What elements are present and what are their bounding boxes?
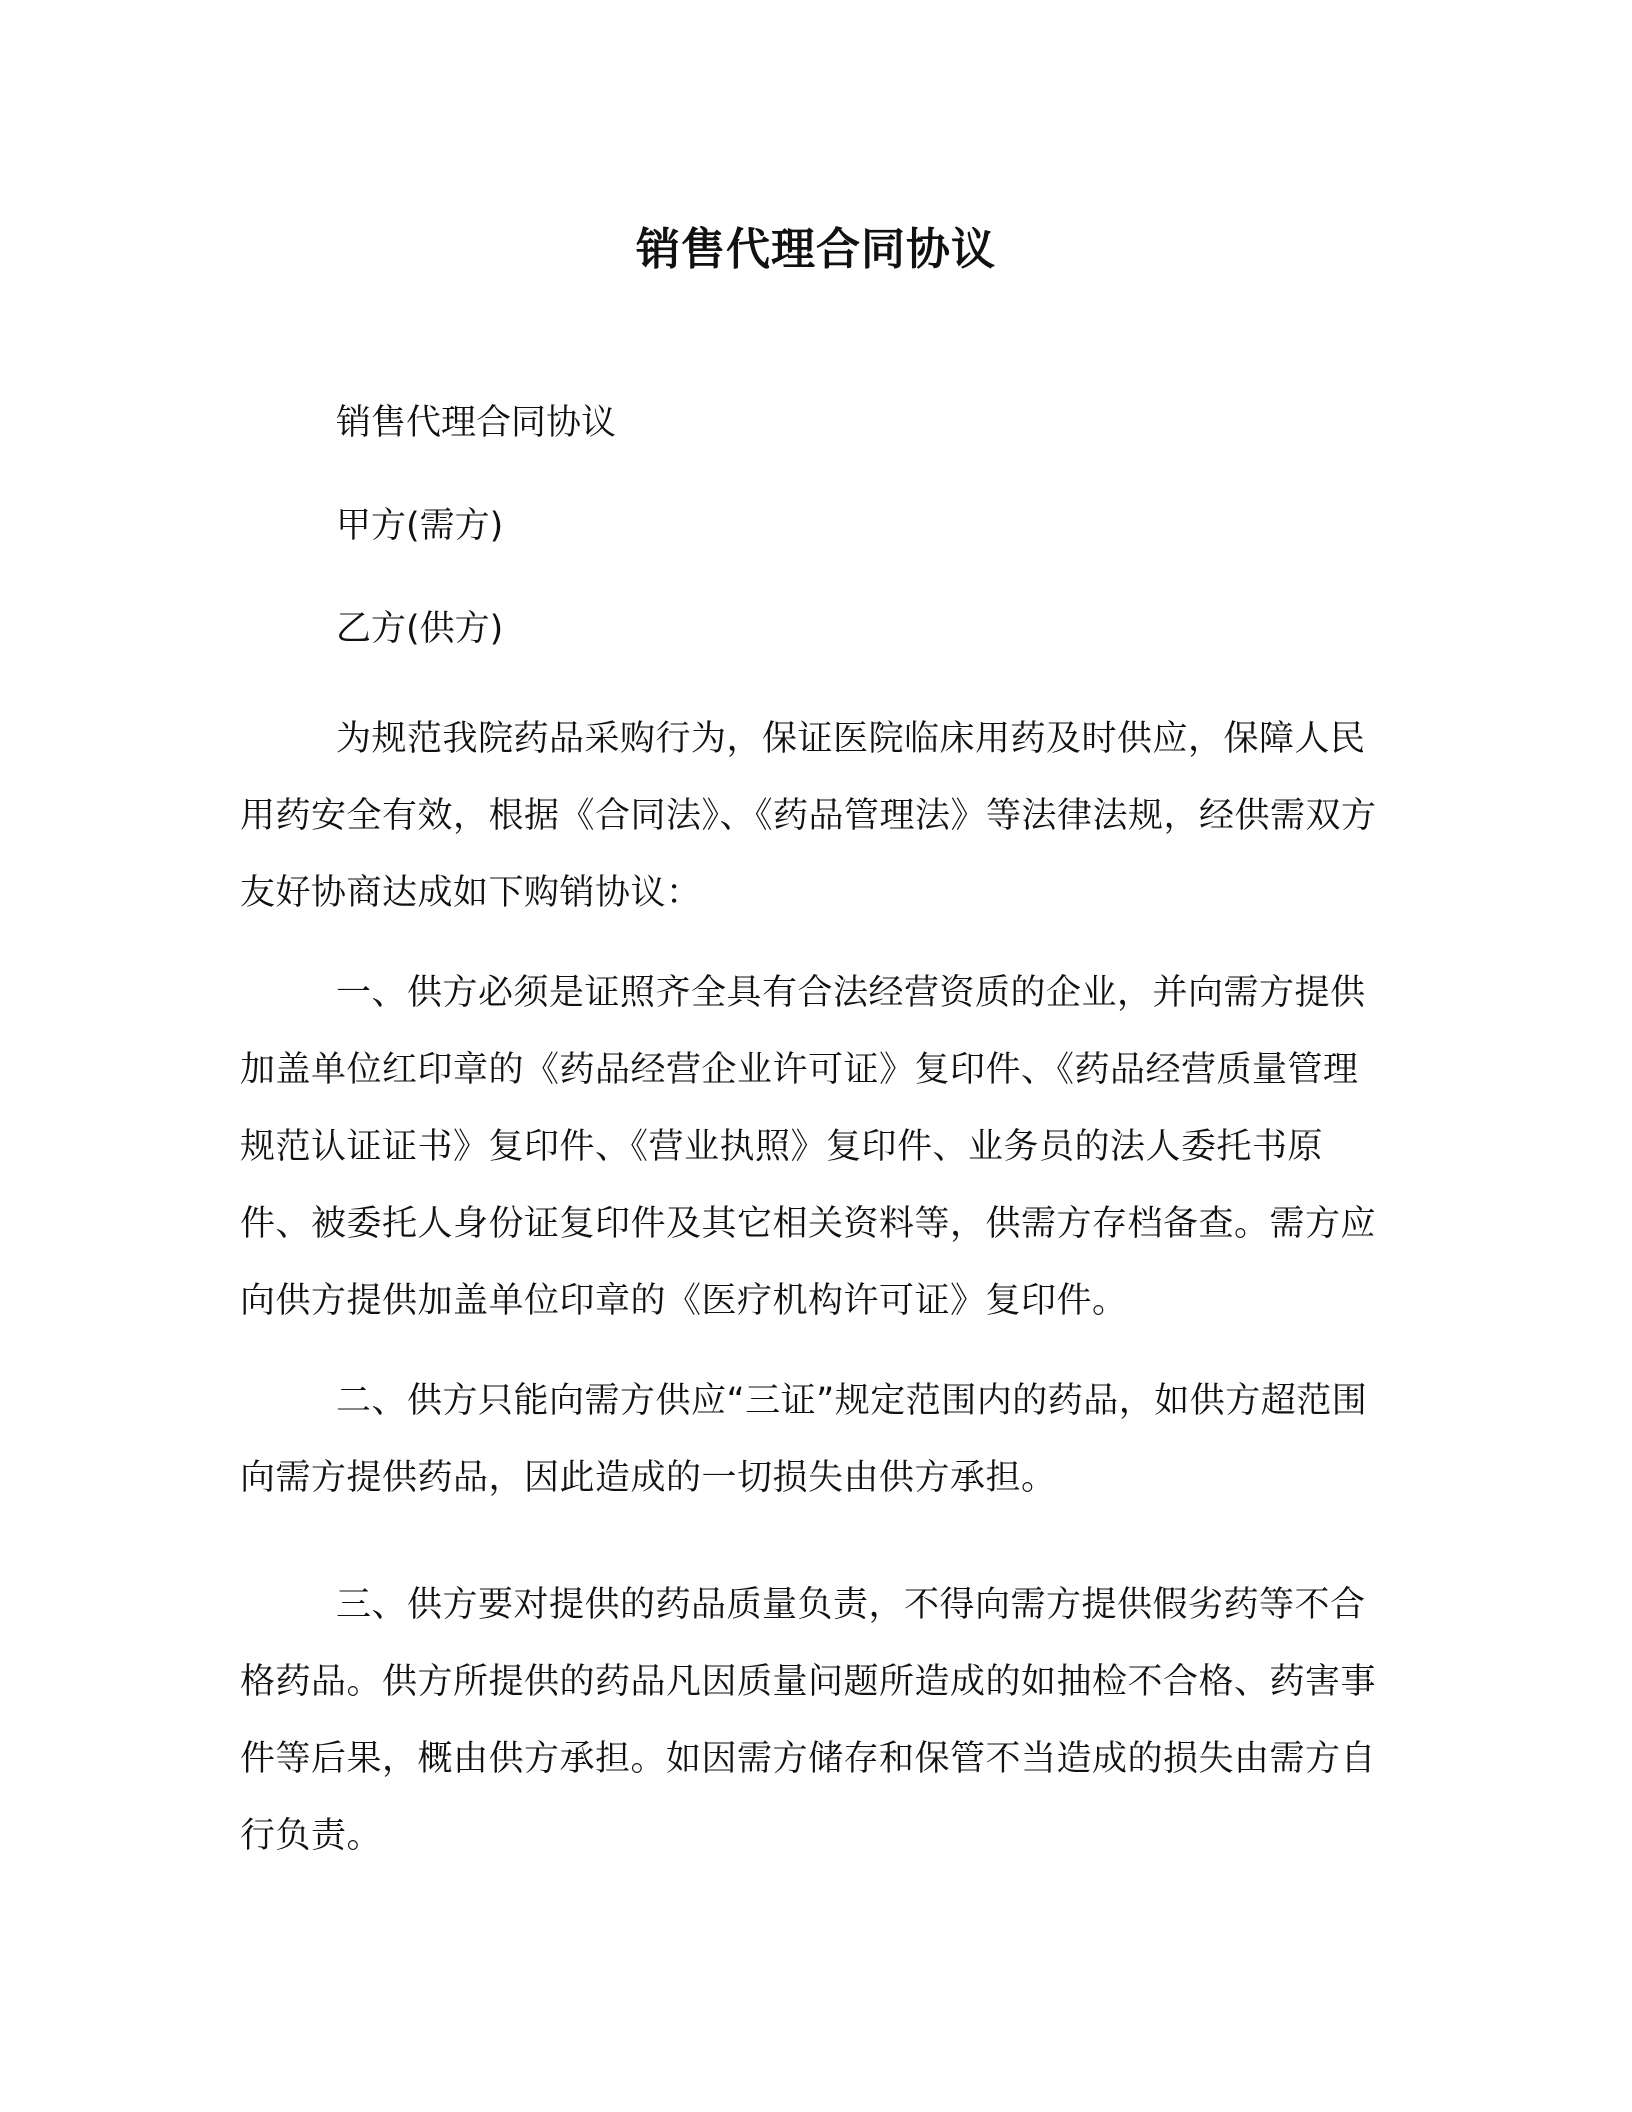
party-b-label: 乙方(供方) (336, 609, 504, 649)
clause-3-paragraph: 三、供方要对提供的药品质量负责，不得向需方提供假劣药等不合格药品。供方所提供的药品凡因质量问题所造成的如抽检不合格、药害事件等后果，概由供方承担。如因需方储存和保管不当造成的损失由需方自行负责。 (240, 1585, 1377, 1856)
clause-1-paragraph: 一、供方必须是证照齐全具有合法经营资质的企业，并向需方提供加盖单位红印章的《药品经营企业许可证》复印件、《药品经营质量管理规范认证证书》复印件、《营业执照》复印件、业务员的法人委托书原件、被委托人身份证复印件及其它相关资料等，供需方存档备查。需方应向供方提供加盖单位印章的《医疗机构许可证》复印件。 (240, 973, 1377, 1321)
preamble-paragraph: 为规范我院药品采购行为，保证医院临床用药及时供应，保障人民用药安全有效，根据《合同法》、《药品管理法》等法律法规，经供需双方友好协商达成如下购销协议： (240, 719, 1377, 913)
party-a-label: 甲方(需方) (336, 506, 504, 546)
document-subtitle: 销售代理合同协议 (336, 403, 617, 443)
clause-2-paragraph: 二、供方只能向需方供应“三证”规定范围内的药品，如供方超范围向需方提供药品，因此造成的一切损失由供方承担。 (240, 1381, 1368, 1498)
document-title: 销售代理合同协议 (636, 224, 996, 275)
